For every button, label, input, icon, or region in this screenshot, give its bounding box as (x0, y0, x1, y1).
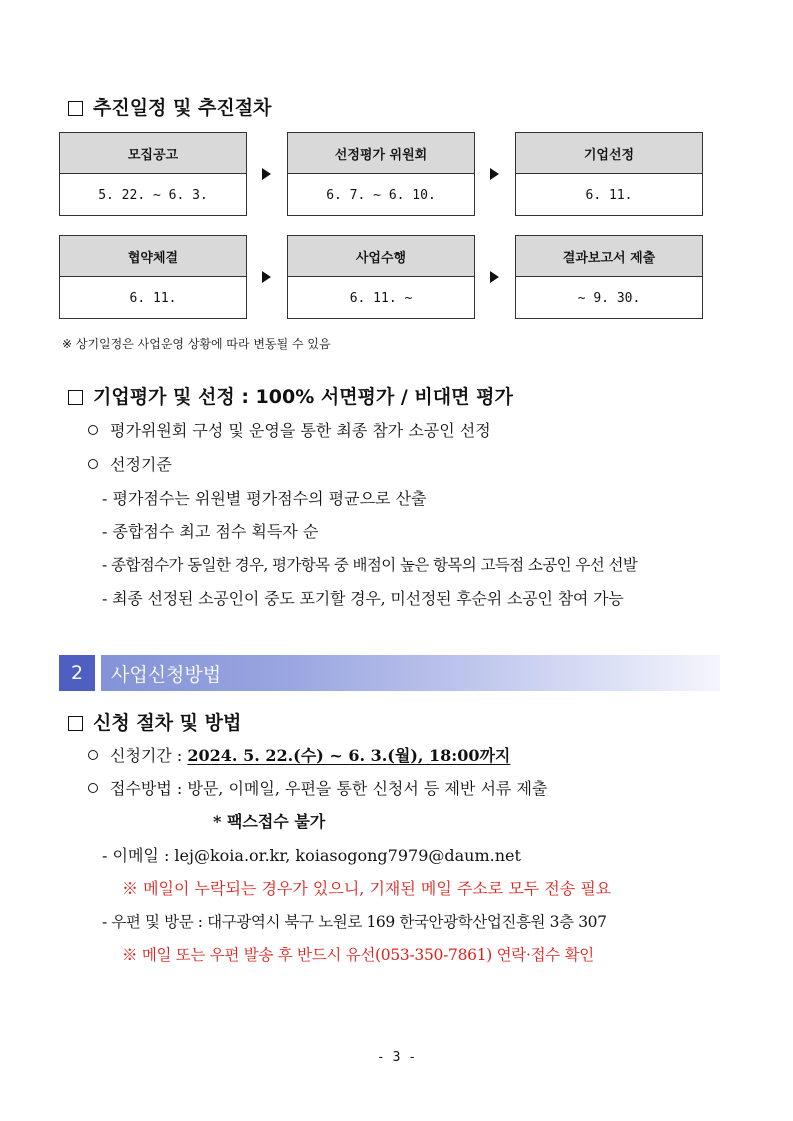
evaluation-heading: 기업평가 및 선정 : 100% 서면평가 / 비대면 평가 (68, 382, 513, 409)
page-number: - 3 - (376, 1050, 417, 1065)
arrow-right-icon (490, 271, 499, 283)
step-date: 6. 11. ~ (349, 291, 413, 306)
email-note: ※ 메일이 누락되는 경우가 있으니, 기재된 메일 주소로 모두 전송 필요 (122, 879, 612, 898)
circle-bullet-icon (88, 783, 98, 793)
step-date: 6. 11. (129, 291, 177, 306)
checkbox-icon (68, 716, 83, 731)
criteria-item: - 종합점수가 동일한 경우, 평가항목 중 배점이 높은 항목의 고득점 소공인 우선 선발 (102, 556, 638, 574)
application-period: 신청기간 : 2024. 5. 22.(수) ~ 6. 3.(월), 18:00까지 (88, 743, 510, 766)
step-box-agreement (59, 235, 247, 319)
step-date: 5. 22. ~ 6. 3. (98, 188, 208, 203)
step-box-committee (287, 132, 475, 216)
circle-bullet-icon (88, 459, 98, 469)
step-label: 사업수행 (288, 236, 474, 277)
step-box-selection (515, 132, 703, 216)
step-label: 결과보고서 제출 (516, 236, 702, 277)
arrow-right-icon (490, 168, 499, 180)
circle-bullet-icon (88, 425, 98, 435)
application-heading: 신청 절차 및 방법 (68, 708, 241, 735)
section-title: 사업신청방법 (111, 663, 222, 686)
step-label: 협약체결 (60, 236, 246, 277)
circle-bullet-icon (88, 750, 98, 760)
step-label: 모집공고 (60, 133, 246, 174)
criteria-item: - 종합점수 최고 점수 획득자 순 (102, 522, 319, 541)
period-value: 2024. 5. 22.(수) ~ 6. 3.(월), 18:00까지 (187, 746, 511, 765)
step-box-recruit (59, 132, 247, 216)
post-line: - 우편 및 방문 : 대구광역시 북구 노원로 169 한국안광학산업진흥원 3층 307 (102, 913, 607, 931)
checkbox-icon (68, 101, 83, 116)
checkbox-icon (68, 390, 83, 405)
step-box-execution (287, 235, 475, 319)
criteria-item: - 평가점수는 위원별 평가점수의 평균으로 산출 (102, 489, 427, 508)
section-number: 2 (59, 655, 95, 691)
criteria-bullet: 선정기준 (88, 452, 172, 475)
schedule-note: ※ 상기일정은 사업운영 상황에 따라 변동될 수 있음 (62, 337, 331, 351)
criteria-item: - 최종 선정된 소공인이 중도 포기할 경우, 미선정된 후순위 소공인 참여 가능 (102, 589, 624, 608)
step-box-report (515, 235, 703, 319)
step-date: 6. 11. (585, 188, 633, 203)
post-note: ※ 메일 또는 우편 발송 후 반드시 유선(053-350-7861) 연락·접수 확인 (122, 946, 594, 964)
schedule-heading: 추진일정 및 추진절차 (68, 93, 271, 120)
step-label: 선정평가 위원회 (288, 133, 474, 174)
step-date: ~ 9. 30. (577, 291, 641, 306)
arrow-right-icon (262, 271, 271, 283)
step-label: 기업선정 (516, 133, 702, 174)
application-method: 접수방법 : 방문, 이메일, 우편을 통한 신청서 등 제반 서류 제출 (88, 776, 547, 799)
evaluation-bullet: 평가위원회 구성 및 운영을 통한 최종 참가 소공인 선정 (88, 418, 491, 441)
section-banner (59, 655, 720, 691)
fax-notice: * 팩스접수 불가 (213, 812, 326, 831)
step-date: 6. 7. ~ 6. 10. (326, 188, 436, 203)
arrow-right-icon (262, 168, 271, 180)
email-line: - 이메일 : lej@koia.or.kr, koiasogong7979@daum.net (102, 846, 521, 865)
